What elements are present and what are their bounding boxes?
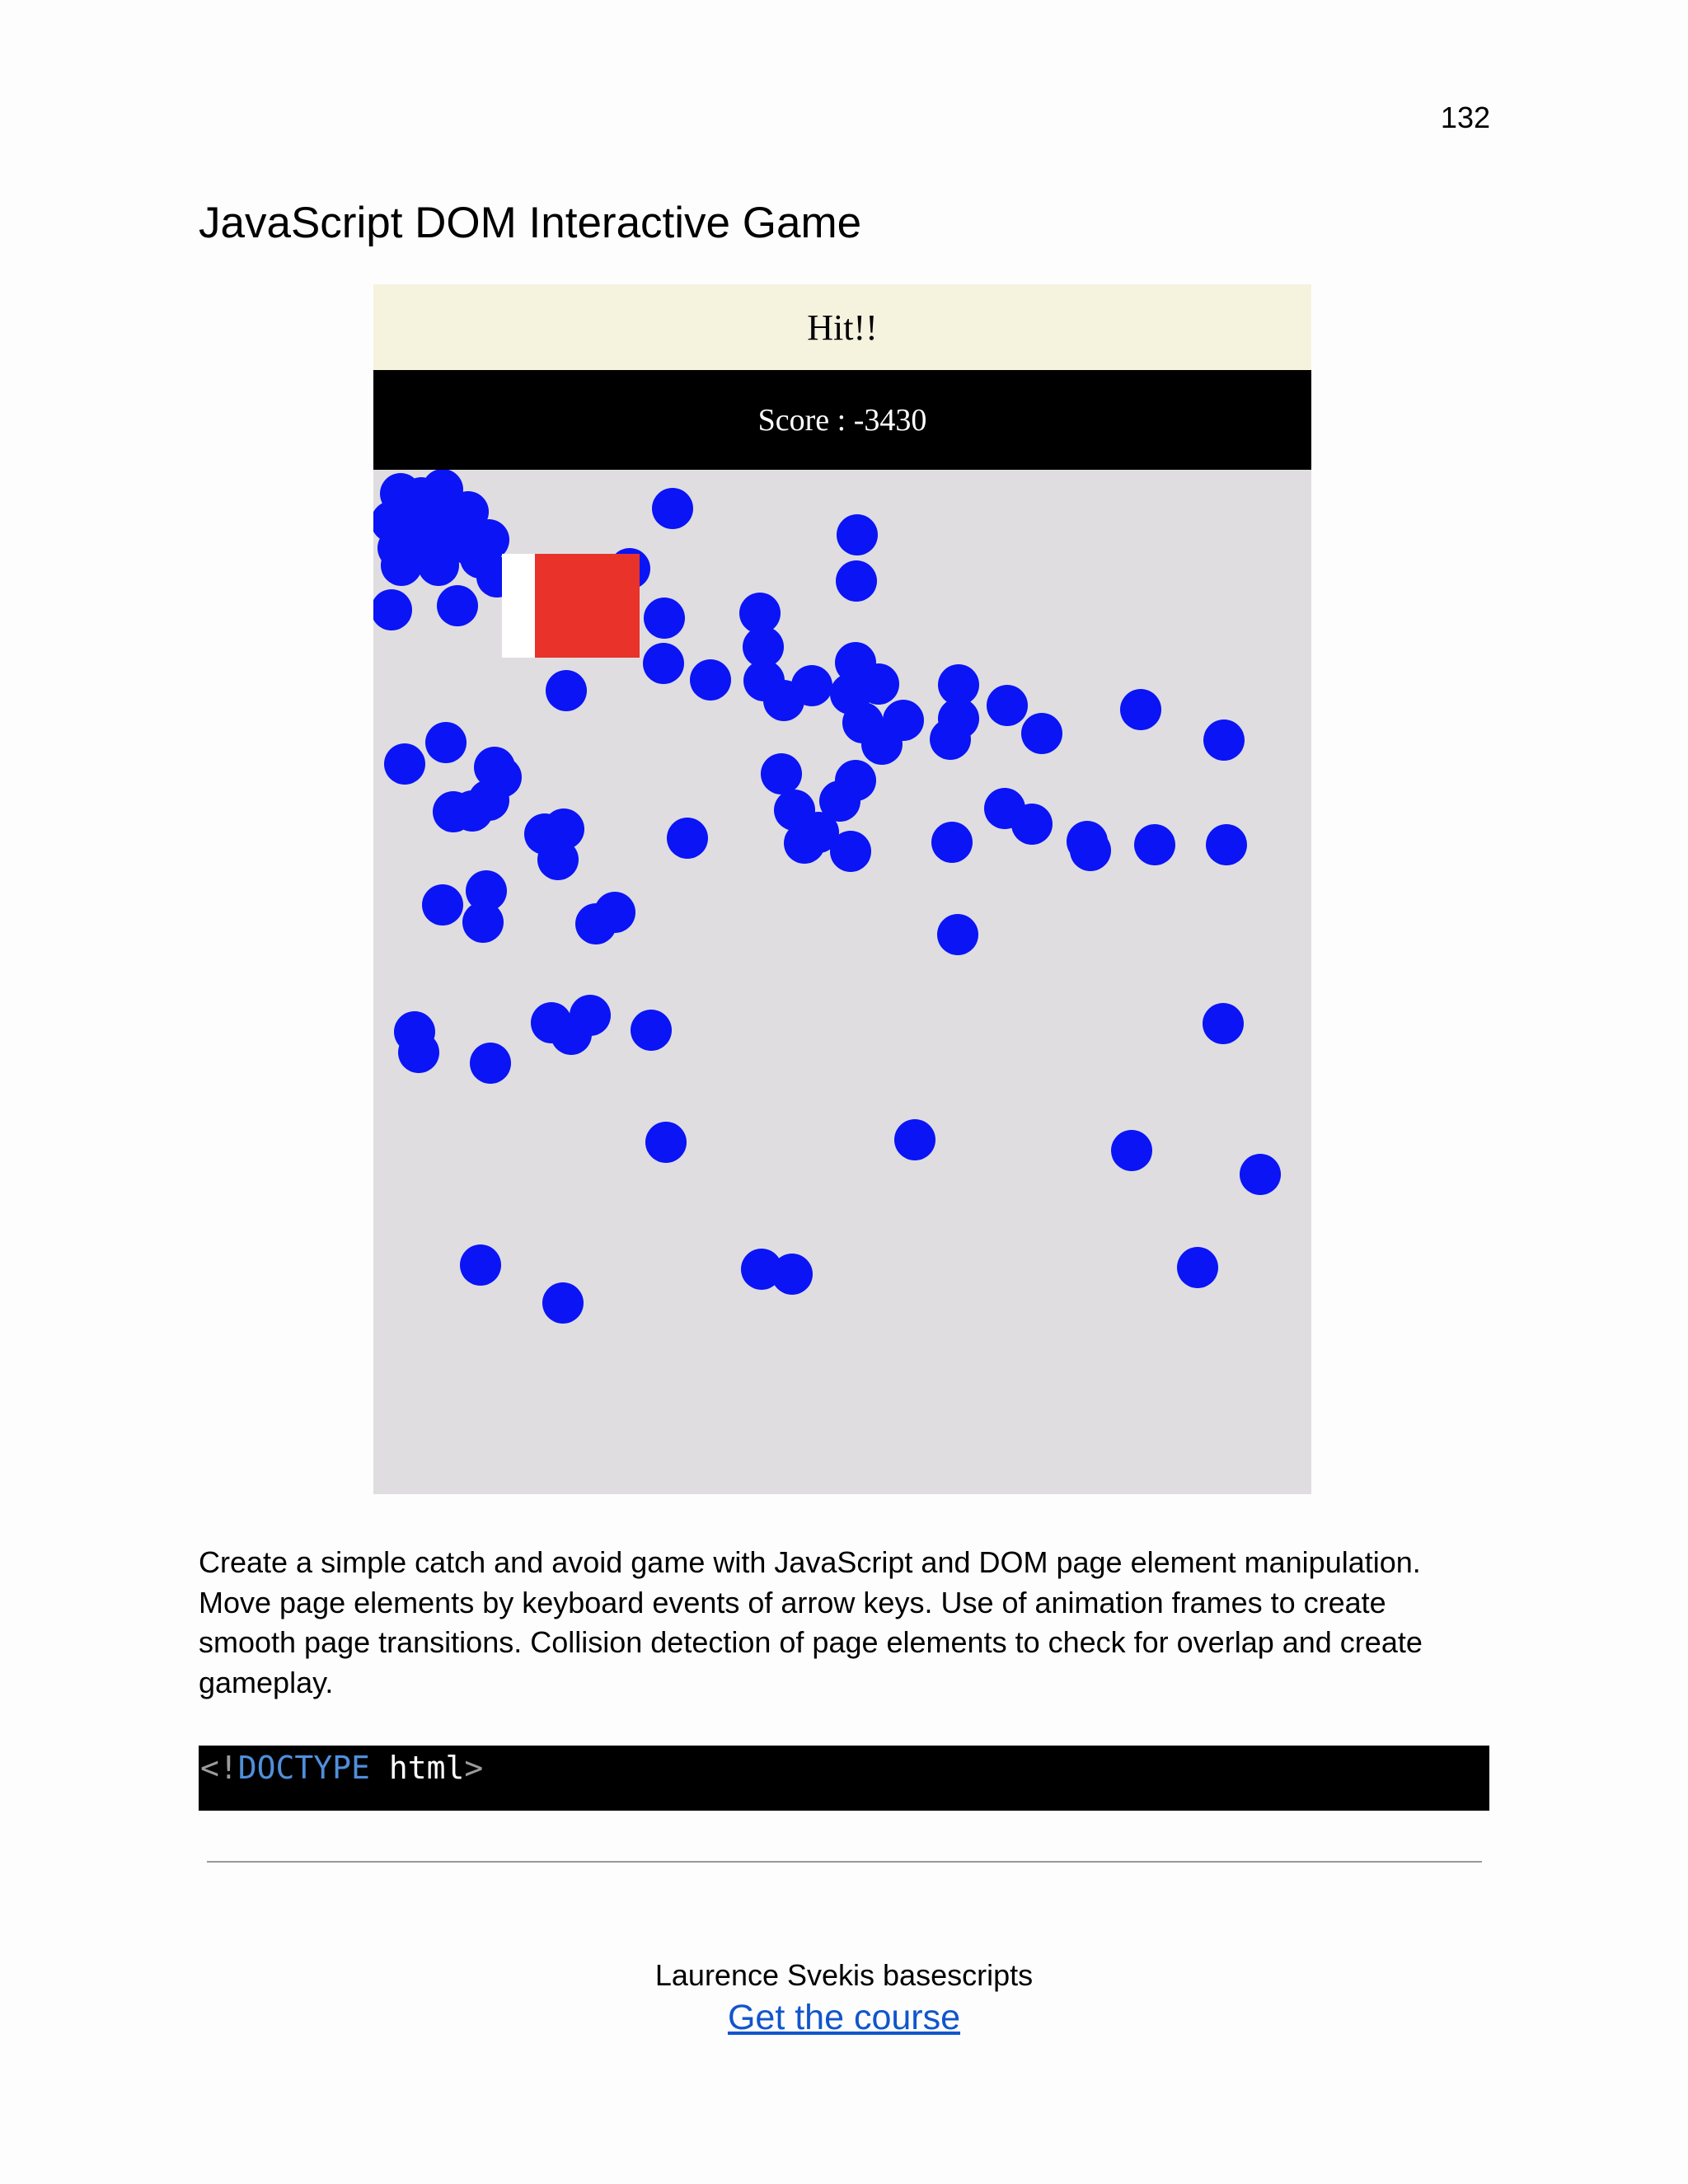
description-paragraph: Create a simple catch and avoid game with JavaScript and DOM page element manipulation. Move page elements by keyboard events of arrow keys. Use of animation frames to create smooth page transitions. Collision detection of page elements to check for overlap and create gameplay. bbox=[199, 1545, 1423, 1699]
enemy-dot bbox=[546, 670, 587, 711]
score-label: Score : bbox=[757, 402, 846, 438]
game-screenshot bbox=[373, 284, 1311, 1494]
enemy-dot bbox=[460, 1244, 501, 1286]
enemy-dot bbox=[784, 823, 825, 864]
enemy-dot bbox=[452, 790, 493, 832]
enemy-dot bbox=[1206, 824, 1247, 865]
code-open-bracket: <! bbox=[200, 1750, 238, 1786]
enemy-dot bbox=[690, 659, 731, 701]
enemy-dot bbox=[537, 839, 579, 880]
page-number: 132 bbox=[1440, 101, 1490, 134]
enemy-dot bbox=[474, 747, 515, 788]
enemy-dot bbox=[1177, 1247, 1218, 1288]
enemy-dot bbox=[1120, 689, 1161, 730]
enemy-dot bbox=[830, 831, 871, 872]
enemy-dot bbox=[373, 589, 412, 630]
code-doctype-keyword: DOCTYPE bbox=[237, 1750, 370, 1786]
hit-status-banner: Hit!! bbox=[373, 284, 1311, 370]
enemy-dot bbox=[771, 1254, 813, 1295]
page-title: JavaScript DOM Interactive Game bbox=[199, 199, 862, 247]
enemy-dot bbox=[837, 514, 878, 555]
code-close-bracket: > bbox=[464, 1750, 484, 1786]
enemy-dot bbox=[643, 643, 684, 684]
enemy-dot bbox=[645, 1122, 687, 1163]
enemy-dot bbox=[1240, 1154, 1281, 1195]
enemy-dot bbox=[1011, 804, 1053, 845]
enemy-dot bbox=[398, 1032, 439, 1073]
player-block bbox=[502, 554, 640, 658]
enemy-dot bbox=[761, 753, 802, 794]
enemy-dot bbox=[401, 477, 442, 518]
score-value: -3430 bbox=[853, 402, 927, 438]
score-bar bbox=[373, 370, 1311, 470]
footer-link-container bbox=[0, 1998, 1688, 2038]
enemy-dot bbox=[652, 488, 693, 529]
enemy-dot bbox=[937, 914, 978, 955]
footer-author: Laurence Svekis basescripts bbox=[654, 1958, 1034, 1992]
enemy-dot bbox=[570, 995, 611, 1036]
enemy-dot bbox=[1134, 824, 1175, 865]
enemy-dot bbox=[667, 818, 708, 859]
enemy-dot bbox=[1021, 713, 1062, 754]
enemy-dot bbox=[861, 724, 903, 765]
enemy-dot bbox=[470, 1043, 511, 1084]
enemy-dot bbox=[425, 722, 467, 763]
footer-divider bbox=[207, 1861, 1482, 1863]
enemy-dot bbox=[631, 1010, 672, 1051]
enemy-dot bbox=[763, 680, 804, 721]
enemy-dot bbox=[1111, 1130, 1152, 1171]
enemy-dot bbox=[1070, 830, 1111, 871]
enemy-dot bbox=[410, 532, 452, 573]
enemy-dot bbox=[938, 664, 979, 705]
game-playfield bbox=[373, 470, 1311, 1494]
enemy-dot bbox=[542, 1282, 584, 1324]
enemy-dot bbox=[1203, 1003, 1244, 1044]
enemy-dot bbox=[462, 902, 504, 943]
enemy-dot bbox=[931, 822, 973, 863]
enemy-dot bbox=[987, 685, 1028, 726]
enemy-dot bbox=[836, 560, 877, 602]
enemy-dot bbox=[384, 743, 425, 785]
enemy-dot bbox=[437, 585, 478, 626]
enemy-dot bbox=[930, 719, 971, 760]
enemy-dot bbox=[644, 598, 685, 639]
enemy-dot bbox=[1203, 719, 1245, 761]
enemy-dot bbox=[894, 1119, 935, 1160]
code-snippet bbox=[199, 1746, 1489, 1811]
get-the-course-link[interactable]: Get the course bbox=[727, 1998, 961, 2037]
enemy-dot bbox=[422, 884, 463, 926]
code-html-token: html bbox=[388, 1750, 465, 1786]
enemy-dot bbox=[594, 892, 635, 933]
